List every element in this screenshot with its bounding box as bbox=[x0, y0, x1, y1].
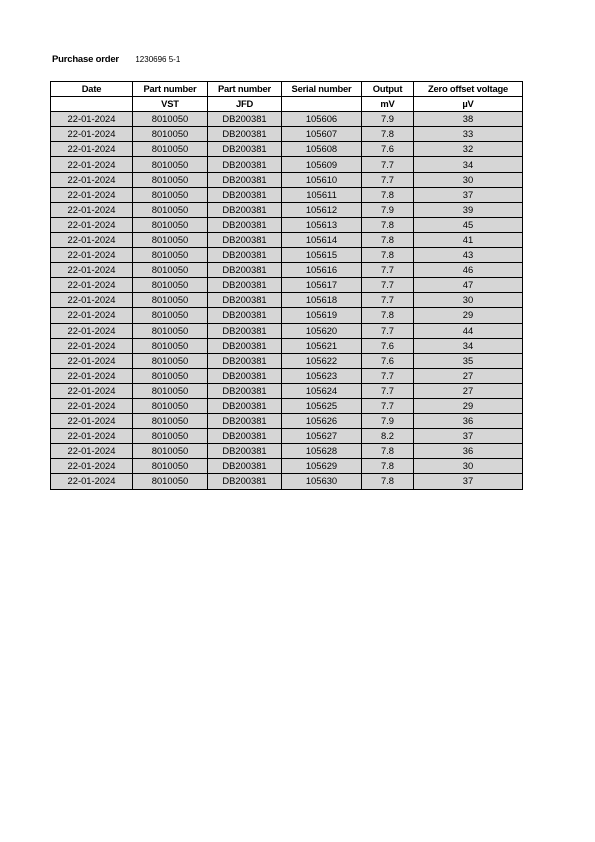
cell-output: 7.9 bbox=[362, 202, 414, 217]
header-date: Date bbox=[51, 82, 133, 97]
cell-part-number-vst: 8010050 bbox=[133, 444, 208, 459]
cell-part-number-jfd: DB200381 bbox=[208, 202, 282, 217]
cell-serial-number: 105630 bbox=[282, 474, 362, 489]
cell-part-number-jfd: DB200381 bbox=[208, 172, 282, 187]
cell-part-number-vst: 8010050 bbox=[133, 459, 208, 474]
cell-zero-offset: 34 bbox=[414, 338, 523, 353]
table-row bbox=[51, 414, 523, 429]
cell-serial-number: 105629 bbox=[282, 459, 362, 474]
table-row bbox=[51, 474, 523, 489]
cell-part-number-jfd: DB200381 bbox=[208, 444, 282, 459]
cell-part-number-jfd: DB200381 bbox=[208, 293, 282, 308]
header-part-number-vst: Part number bbox=[133, 82, 208, 97]
cell-part-number-vst: 8010050 bbox=[133, 474, 208, 489]
table-row bbox=[51, 383, 523, 398]
cell-output: 7.8 bbox=[362, 444, 414, 459]
cell-part-number-jfd: DB200381 bbox=[208, 414, 282, 429]
cell-zero-offset: 27 bbox=[414, 368, 523, 383]
cell-serial-number: 105613 bbox=[282, 217, 362, 232]
table-row bbox=[51, 308, 523, 323]
cell-output: 7.8 bbox=[362, 187, 414, 202]
cell-serial-number: 105621 bbox=[282, 338, 362, 353]
purchase-order-label: Purchase order bbox=[52, 54, 119, 65]
cell-date: 22-01-2024 bbox=[51, 278, 133, 293]
purchase-order-line bbox=[52, 54, 180, 66]
cell-output: 7.7 bbox=[362, 383, 414, 398]
cell-serial-number: 105625 bbox=[282, 398, 362, 413]
cell-date: 22-01-2024 bbox=[51, 444, 133, 459]
cell-zero-offset: 45 bbox=[414, 217, 523, 232]
subheader-date bbox=[51, 97, 133, 112]
cell-serial-number: 105607 bbox=[282, 127, 362, 142]
subheader-zero-offset-unit: µV bbox=[414, 97, 523, 112]
cell-part-number-jfd: DB200381 bbox=[208, 263, 282, 278]
cell-zero-offset: 37 bbox=[414, 187, 523, 202]
cell-output: 7.8 bbox=[362, 232, 414, 247]
table-row bbox=[51, 398, 523, 413]
subheader-output-unit: mV bbox=[362, 97, 414, 112]
cell-part-number-jfd: DB200381 bbox=[208, 217, 282, 232]
table-row bbox=[51, 368, 523, 383]
cell-serial-number: 105626 bbox=[282, 414, 362, 429]
cell-part-number-vst: 8010050 bbox=[133, 398, 208, 413]
cell-serial-number: 105606 bbox=[282, 112, 362, 127]
cell-zero-offset: 38 bbox=[414, 112, 523, 127]
table-row bbox=[51, 202, 523, 217]
cell-part-number-jfd: DB200381 bbox=[208, 308, 282, 323]
cell-zero-offset: 34 bbox=[414, 157, 523, 172]
cell-part-number-jfd: DB200381 bbox=[208, 368, 282, 383]
table-row bbox=[51, 127, 523, 142]
cell-output: 7.7 bbox=[362, 278, 414, 293]
table-row bbox=[51, 187, 523, 202]
cell-output: 7.9 bbox=[362, 112, 414, 127]
cell-date: 22-01-2024 bbox=[51, 112, 133, 127]
table-row bbox=[51, 172, 523, 187]
cell-serial-number: 105611 bbox=[282, 187, 362, 202]
cell-part-number-vst: 8010050 bbox=[133, 293, 208, 308]
cell-date: 22-01-2024 bbox=[51, 127, 133, 142]
cell-date: 22-01-2024 bbox=[51, 187, 133, 202]
cell-part-number-vst: 8010050 bbox=[133, 248, 208, 263]
cell-part-number-vst: 8010050 bbox=[133, 157, 208, 172]
cell-part-number-vst: 8010050 bbox=[133, 429, 208, 444]
cell-part-number-jfd: DB200381 bbox=[208, 112, 282, 127]
cell-part-number-vst: 8010050 bbox=[133, 112, 208, 127]
cell-zero-offset: 29 bbox=[414, 398, 523, 413]
cell-date: 22-01-2024 bbox=[51, 323, 133, 338]
cell-serial-number: 105622 bbox=[282, 353, 362, 368]
cell-output: 7.8 bbox=[362, 248, 414, 263]
cell-serial-number: 105614 bbox=[282, 232, 362, 247]
cell-zero-offset: 30 bbox=[414, 172, 523, 187]
cell-part-number-vst: 8010050 bbox=[133, 278, 208, 293]
cell-output: 7.6 bbox=[362, 142, 414, 157]
sensor-data-table bbox=[50, 81, 523, 490]
cell-part-number-jfd: DB200381 bbox=[208, 323, 282, 338]
table-row bbox=[51, 263, 523, 278]
cell-serial-number: 105615 bbox=[282, 248, 362, 263]
cell-part-number-jfd: DB200381 bbox=[208, 187, 282, 202]
subheader-jfd: JFD bbox=[208, 97, 282, 112]
cell-part-number-vst: 8010050 bbox=[133, 263, 208, 278]
table-row bbox=[51, 293, 523, 308]
cell-date: 22-01-2024 bbox=[51, 202, 133, 217]
table-row bbox=[51, 142, 523, 157]
cell-date: 22-01-2024 bbox=[51, 263, 133, 278]
cell-zero-offset: 43 bbox=[414, 248, 523, 263]
cell-output: 7.6 bbox=[362, 353, 414, 368]
table-row bbox=[51, 323, 523, 338]
purchase-order-number: 1230696 5-1 bbox=[135, 55, 181, 64]
cell-output: 7.8 bbox=[362, 217, 414, 232]
table-row bbox=[51, 429, 523, 444]
header-serial-number: Serial number bbox=[282, 82, 362, 97]
table-body bbox=[51, 112, 523, 489]
cell-zero-offset: 46 bbox=[414, 263, 523, 278]
cell-part-number-jfd: DB200381 bbox=[208, 142, 282, 157]
cell-part-number-vst: 8010050 bbox=[133, 323, 208, 338]
cell-part-number-jfd: DB200381 bbox=[208, 157, 282, 172]
cell-zero-offset: 30 bbox=[414, 293, 523, 308]
cell-output: 7.7 bbox=[362, 323, 414, 338]
cell-part-number-jfd: DB200381 bbox=[208, 383, 282, 398]
table-row bbox=[51, 444, 523, 459]
cell-output: 7.8 bbox=[362, 308, 414, 323]
table-row bbox=[51, 217, 523, 232]
table-row bbox=[51, 248, 523, 263]
cell-date: 22-01-2024 bbox=[51, 398, 133, 413]
cell-serial-number: 105619 bbox=[282, 308, 362, 323]
header-part-number-jfd: Part number bbox=[208, 82, 282, 97]
cell-output: 7.7 bbox=[362, 368, 414, 383]
cell-date: 22-01-2024 bbox=[51, 383, 133, 398]
cell-part-number-vst: 8010050 bbox=[133, 217, 208, 232]
table-row bbox=[51, 353, 523, 368]
table-header bbox=[51, 82, 523, 112]
cell-part-number-jfd: DB200381 bbox=[208, 429, 282, 444]
cell-output: 7.9 bbox=[362, 414, 414, 429]
subheader-vst: VST bbox=[133, 97, 208, 112]
cell-serial-number: 105616 bbox=[282, 263, 362, 278]
cell-serial-number: 105620 bbox=[282, 323, 362, 338]
cell-date: 22-01-2024 bbox=[51, 157, 133, 172]
cell-date: 22-01-2024 bbox=[51, 338, 133, 353]
cell-serial-number: 105609 bbox=[282, 157, 362, 172]
table-row bbox=[51, 459, 523, 474]
cell-output: 7.8 bbox=[362, 459, 414, 474]
cell-part-number-jfd: DB200381 bbox=[208, 398, 282, 413]
cell-zero-offset: 37 bbox=[414, 429, 523, 444]
cell-zero-offset: 36 bbox=[414, 444, 523, 459]
header-zero-offset-voltage: Zero offset voltage bbox=[414, 82, 523, 97]
cell-part-number-vst: 8010050 bbox=[133, 202, 208, 217]
cell-date: 22-01-2024 bbox=[51, 172, 133, 187]
cell-date: 22-01-2024 bbox=[51, 232, 133, 247]
cell-serial-number: 105608 bbox=[282, 142, 362, 157]
cell-date: 22-01-2024 bbox=[51, 248, 133, 263]
cell-zero-offset: 29 bbox=[414, 308, 523, 323]
cell-part-number-jfd: DB200381 bbox=[208, 278, 282, 293]
cell-part-number-vst: 8010050 bbox=[133, 414, 208, 429]
cell-part-number-jfd: DB200381 bbox=[208, 338, 282, 353]
cell-zero-offset: 41 bbox=[414, 232, 523, 247]
cell-part-number-vst: 8010050 bbox=[133, 142, 208, 157]
cell-output: 7.8 bbox=[362, 127, 414, 142]
cell-part-number-vst: 8010050 bbox=[133, 232, 208, 247]
cell-zero-offset: 35 bbox=[414, 353, 523, 368]
cell-part-number-jfd: DB200381 bbox=[208, 459, 282, 474]
table-row bbox=[51, 112, 523, 127]
table-row bbox=[51, 338, 523, 353]
cell-part-number-vst: 8010050 bbox=[133, 353, 208, 368]
cell-zero-offset: 47 bbox=[414, 278, 523, 293]
cell-output: 8.2 bbox=[362, 429, 414, 444]
cell-serial-number: 105618 bbox=[282, 293, 362, 308]
cell-zero-offset: 44 bbox=[414, 323, 523, 338]
cell-zero-offset: 30 bbox=[414, 459, 523, 474]
header-output: Output bbox=[362, 82, 414, 97]
cell-date: 22-01-2024 bbox=[51, 474, 133, 489]
cell-zero-offset: 36 bbox=[414, 414, 523, 429]
cell-output: 7.8 bbox=[362, 474, 414, 489]
cell-date: 22-01-2024 bbox=[51, 142, 133, 157]
table-row bbox=[51, 157, 523, 172]
cell-serial-number: 105624 bbox=[282, 383, 362, 398]
cell-part-number-vst: 8010050 bbox=[133, 127, 208, 142]
cell-serial-number: 105628 bbox=[282, 444, 362, 459]
cell-part-number-jfd: DB200381 bbox=[208, 127, 282, 142]
cell-date: 22-01-2024 bbox=[51, 414, 133, 429]
cell-part-number-vst: 8010050 bbox=[133, 172, 208, 187]
cell-part-number-vst: 8010050 bbox=[133, 383, 208, 398]
cell-part-number-vst: 8010050 bbox=[133, 308, 208, 323]
cell-output: 7.7 bbox=[362, 293, 414, 308]
cell-output: 7.7 bbox=[362, 263, 414, 278]
table-row bbox=[51, 278, 523, 293]
cell-output: 7.7 bbox=[362, 157, 414, 172]
header-row bbox=[51, 82, 523, 97]
subheader-row bbox=[51, 97, 523, 112]
cell-zero-offset: 37 bbox=[414, 474, 523, 489]
cell-part-number-jfd: DB200381 bbox=[208, 353, 282, 368]
cell-date: 22-01-2024 bbox=[51, 217, 133, 232]
cell-serial-number: 105610 bbox=[282, 172, 362, 187]
cell-serial-number: 105617 bbox=[282, 278, 362, 293]
cell-output: 7.6 bbox=[362, 338, 414, 353]
cell-date: 22-01-2024 bbox=[51, 429, 133, 444]
cell-part-number-vst: 8010050 bbox=[133, 187, 208, 202]
cell-output: 7.7 bbox=[362, 398, 414, 413]
cell-serial-number: 105627 bbox=[282, 429, 362, 444]
cell-serial-number: 105612 bbox=[282, 202, 362, 217]
cell-date: 22-01-2024 bbox=[51, 293, 133, 308]
cell-zero-offset: 33 bbox=[414, 127, 523, 142]
cell-date: 22-01-2024 bbox=[51, 308, 133, 323]
cell-date: 22-01-2024 bbox=[51, 368, 133, 383]
table-row bbox=[51, 232, 523, 247]
cell-part-number-jfd: DB200381 bbox=[208, 248, 282, 263]
cell-date: 22-01-2024 bbox=[51, 459, 133, 474]
cell-zero-offset: 32 bbox=[414, 142, 523, 157]
cell-serial-number: 105623 bbox=[282, 368, 362, 383]
cell-part-number-vst: 8010050 bbox=[133, 368, 208, 383]
cell-date: 22-01-2024 bbox=[51, 353, 133, 368]
cell-zero-offset: 39 bbox=[414, 202, 523, 217]
cell-part-number-jfd: DB200381 bbox=[208, 232, 282, 247]
cell-part-number-jfd: DB200381 bbox=[208, 474, 282, 489]
cell-output: 7.7 bbox=[362, 172, 414, 187]
cell-zero-offset: 27 bbox=[414, 383, 523, 398]
subheader-serial bbox=[282, 97, 362, 112]
cell-part-number-vst: 8010050 bbox=[133, 338, 208, 353]
